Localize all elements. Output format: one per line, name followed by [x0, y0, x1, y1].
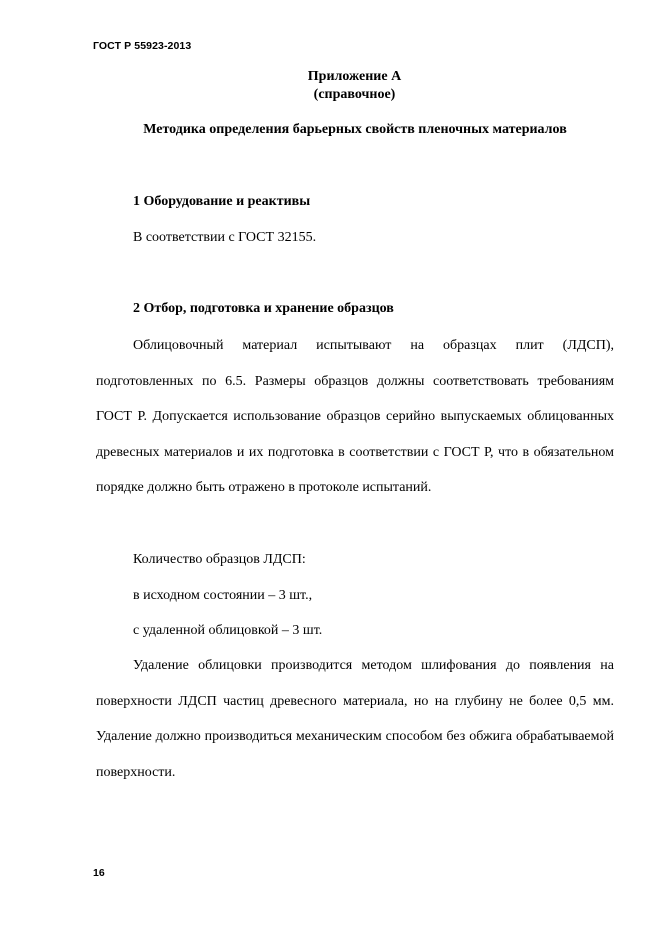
page-number: 16 — [93, 867, 105, 879]
section-2-heading: 2 Отбор, подготовка и хранение образцов — [133, 301, 394, 316]
appendix-title: Приложение А — [307, 69, 402, 84]
sample-removed-line: с удаленной облицовкой – 3 шт. — [133, 623, 323, 638]
appendix-heading — [0, 68, 661, 104]
section-1-text: В соответствии с ГОСТ 32155. — [133, 230, 317, 245]
standard-code: ГОСТ Р 55923-2013 — [93, 40, 192, 52]
section-2-paragraph-1: Облицовочный материал испытывают на образцах плит (ЛДСП), подготовленных по 6.5. Размеры образцов должны соответствовать требованиям ГОСТ Р. Допускается использование образцов серийно выпускаемых облицованных древесных материалов и их подготовка в соответствии с ГОСТ Р, что в обязательном порядке должно быть отражено в протоколе испытаний. — [96, 338, 614, 496]
section-1-heading: 1 Оборудование и реактивы — [133, 194, 311, 209]
sample-initial-line: в исходном состоянии – 3 шт., — [133, 588, 313, 603]
appendix-subtitle: (справочное) — [313, 87, 396, 102]
sample-count-line: Количество образцов ЛДСП: — [133, 552, 306, 567]
section-2-paragraph-2: Удаление облицовки производится методом шлифования до появления на поверхности ЛДСП частиц древесного материала, но на глубину не более 0,5 мм. Удаление должно производиться механическим способом без обжига обрабатываемой поверхности. — [96, 658, 614, 780]
method-title: Методика определения барьерных свойств пленочных материалов — [143, 122, 567, 137]
